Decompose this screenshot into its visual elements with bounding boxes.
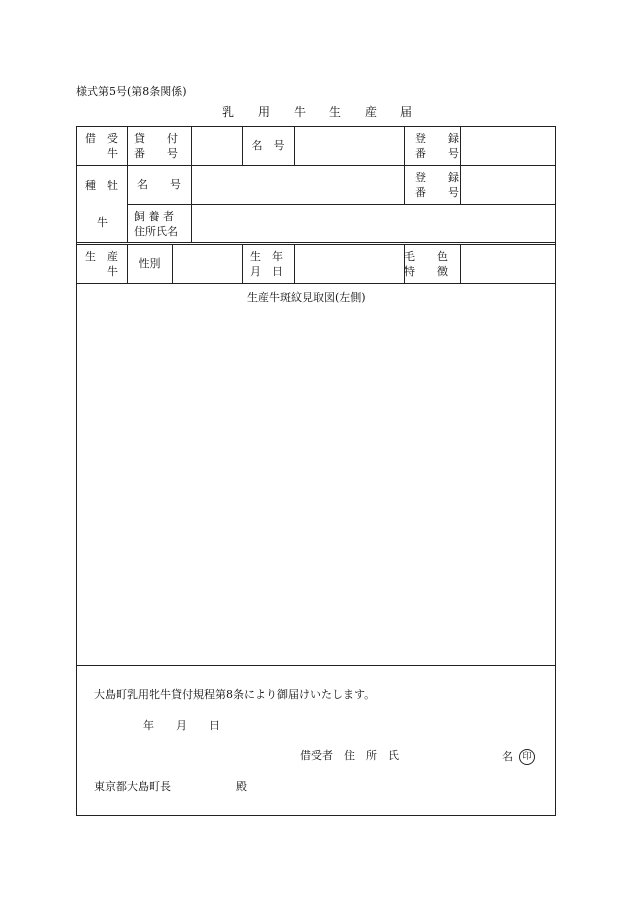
col-divider — [242, 244, 243, 283]
diagram-caption: 生産牛斑紋見取図(左側) — [247, 291, 366, 304]
sire-registration-field[interactable] — [460, 165, 556, 204]
registration-number-field[interactable] — [460, 126, 556, 165]
sex-field[interactable] — [172, 244, 242, 283]
keeper-label: 飼 養 者 住所氏名 — [134, 210, 178, 238]
sire-label-bottom: 牛 — [97, 216, 108, 229]
sire-name-label: 名 号 — [137, 178, 181, 191]
name-number-field[interactable] — [294, 126, 404, 165]
borrowed-cow-label: 借 受 牛 — [85, 132, 118, 160]
coat-features-field[interactable] — [460, 244, 556, 283]
title-char: 届 — [400, 105, 413, 119]
title-char: 乳 — [222, 105, 235, 119]
date-line: 年 月 日 — [143, 719, 220, 732]
declaration-text: 大島町乳用牝牛貸付規程第8条により御届けいたします。 — [94, 688, 376, 701]
title-char: 産 — [365, 105, 378, 119]
seal-mark: 印 — [519, 749, 535, 765]
loan-number-label: 貸 付 番 号 — [134, 132, 178, 160]
row-divider — [76, 283, 556, 284]
honorific: 殿 — [236, 780, 247, 793]
coat-features-label: 毛 色 特 徴 — [404, 250, 448, 278]
born-cow-label: 生 産 牛 — [85, 250, 118, 278]
sire-name-field[interactable] — [191, 165, 404, 204]
birth-date-field[interactable] — [294, 244, 404, 283]
sire-label-top: 種 牡 — [85, 179, 118, 192]
row-divider — [76, 665, 556, 666]
sex-label: 性別 — [138, 257, 161, 270]
name-number-label: 名 号 — [251, 139, 285, 152]
title-char: 牛 — [294, 105, 307, 119]
row-divider — [76, 242, 556, 243]
applicant-label: 借受者 住 所 氏 — [300, 749, 399, 762]
registration-number-label: 登 録 番 号 — [415, 132, 459, 160]
birth-date-label: 生 年 月 日 — [250, 250, 283, 278]
title-char: 生 — [329, 105, 342, 119]
col-divider — [404, 126, 405, 204]
form-number: 様式第5号(第8条関係) — [76, 85, 187, 98]
loan-number-field[interactable] — [191, 126, 242, 165]
keeper-field[interactable] — [191, 204, 556, 242]
diagram-area[interactable] — [78, 308, 554, 662]
sire-registration-label: 登 録 番 号 — [415, 171, 459, 199]
title-char: 用 — [258, 105, 271, 119]
name-label: 名 印 — [502, 749, 535, 765]
addressee: 東京都大島町長 — [94, 780, 171, 793]
